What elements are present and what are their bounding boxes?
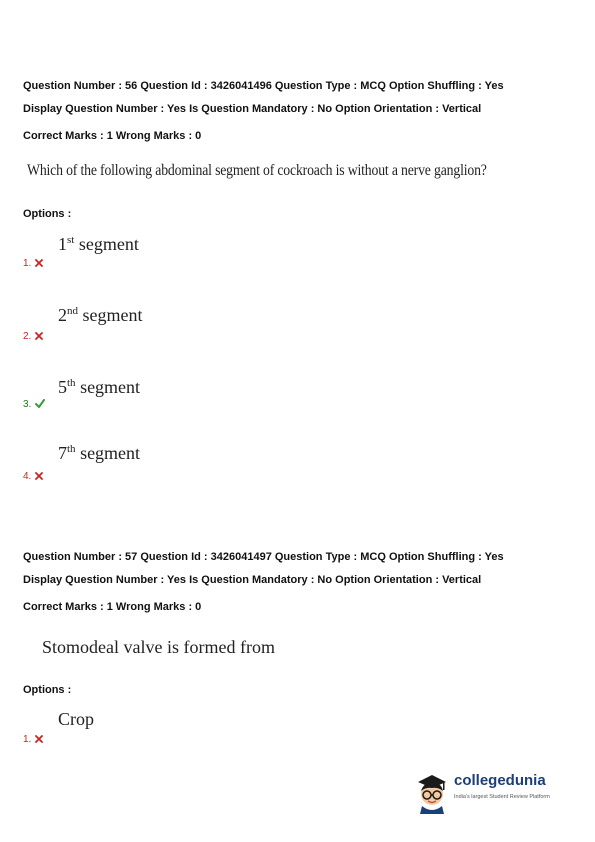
q56-meta-line-2: Display Question Number : Yes Is Question Mandatory : No Option Orientation : Vertical xyxy=(23,103,482,115)
q57-options-label: Options : xyxy=(23,684,72,696)
cross-icon xyxy=(35,472,43,480)
check-icon xyxy=(35,399,45,408)
q56-option-2-text: 2nd segment xyxy=(58,305,143,325)
q57-option-1-text: Crop xyxy=(58,709,94,729)
q56-option-4-text: 7th segment xyxy=(58,443,141,463)
student-mascot-icon xyxy=(414,770,450,814)
q56-option-2-number: 2. xyxy=(23,331,43,342)
logo-tagline: India's largest Student Review Platform xyxy=(454,794,550,800)
q56-meta-line-1: Question Number : 56 Question Id : 3426041496 Question Type : MCQ Option Shuffling : Yes xyxy=(23,80,504,92)
collegedunia-logo xyxy=(414,770,564,814)
q56-option-4-number: 4. xyxy=(23,471,43,482)
q56-options-label: Options : xyxy=(23,208,72,220)
q57-meta-line-3: Correct Marks : 1 Wrong Marks : 0 xyxy=(23,601,202,613)
q56-option-1-number: 1. xyxy=(23,258,43,269)
q56-question-text: Which of the following abdominal segment of cockroach is without a nerve ganglion? xyxy=(27,162,487,179)
q56-option-3-text: 5th segment xyxy=(58,377,141,397)
cross-icon xyxy=(35,259,43,267)
q57-option-1-number: 1. xyxy=(23,734,43,745)
q56-option-1-text: 1st segment xyxy=(58,234,139,254)
q56-meta-line-3: Correct Marks : 1 Wrong Marks : 0 xyxy=(23,130,202,142)
q57-meta-line-1: Question Number : 57 Question Id : 3426041497 Question Type : MCQ Option Shuffling : Yes xyxy=(23,551,504,563)
q57-meta-line-2: Display Question Number : Yes Is Question Mandatory : No Option Orientation : Vertical xyxy=(23,574,482,586)
cross-icon xyxy=(35,332,43,340)
q57-question-text: Stomodeal valve is formed from xyxy=(42,637,275,657)
q56-option-3-number: 3. xyxy=(23,399,45,410)
logo-wordmark: collegedunia xyxy=(454,772,546,789)
cross-icon xyxy=(35,735,43,743)
